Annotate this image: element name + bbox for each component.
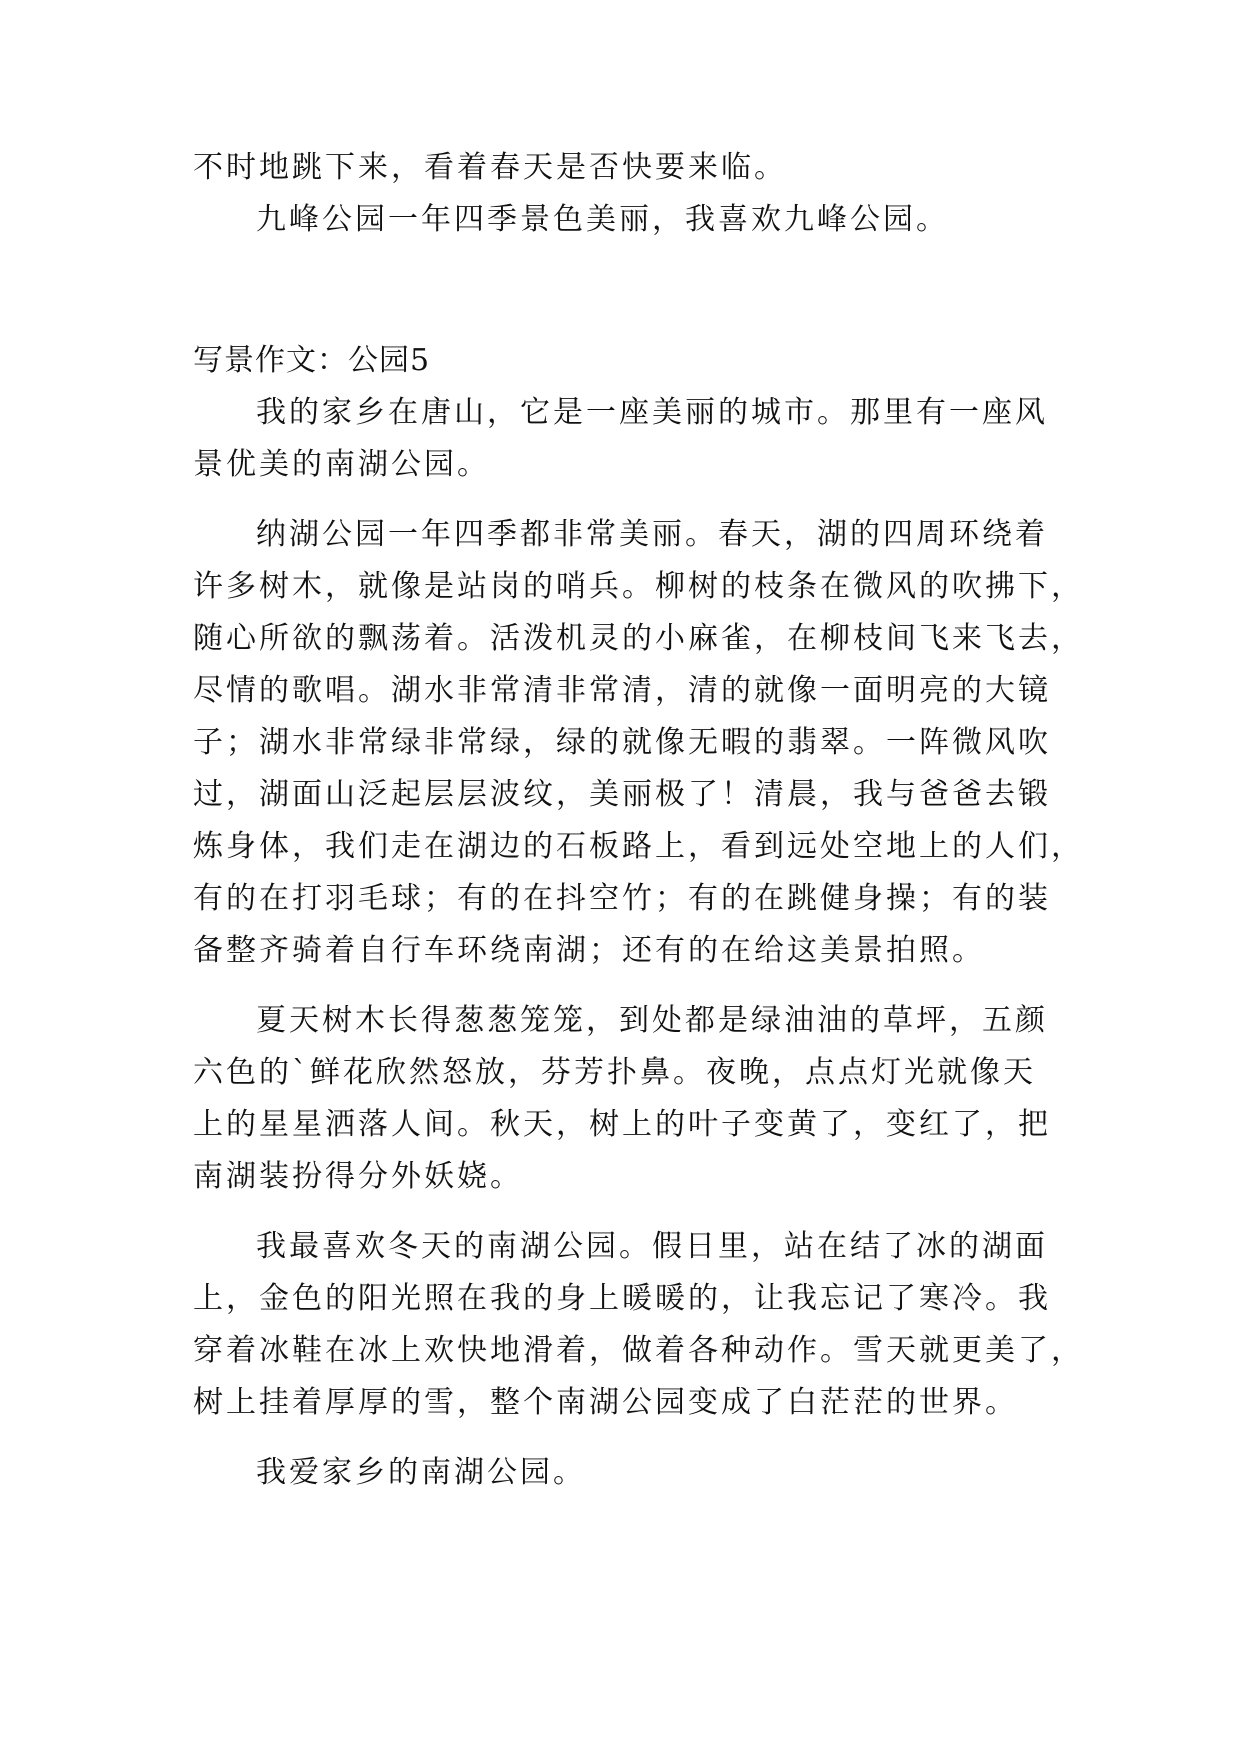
text-line: 景优美的南湖公园。: [193, 447, 490, 482]
text-line: 尽情的歌唱。湖水非常清非常清，清的就像一面明亮的大镜: [193, 673, 1051, 708]
text-line: 不时地跳下来，看着春天是否快要来临。: [193, 150, 787, 185]
section-heading: 写景作文：公园5: [193, 343, 431, 378]
text-line: 我爱家乡的南湖公园。: [256, 1455, 586, 1490]
text-line: 六色的`鲜花欣然怒放，芬芳扑鼻。夜晚，点点灯光就像天: [193, 1055, 1036, 1090]
text-line: 九峰公园一年四季景色美丽，我喜欢九峰公园。: [256, 202, 949, 237]
text-line: 上的星星洒落人间。秋天，树上的叶子变黄了，变红了，把: [193, 1107, 1051, 1142]
text-line: 炼身体，我们走在湖边的石板路上，看到远处空地上的人们，: [193, 829, 1084, 864]
text-line: 夏天树木长得葱葱笼笼，到处都是绿油油的草坪，五颜: [256, 1003, 1048, 1038]
text-line: 树上挂着厚厚的雪，整个南湖公园变成了白茫茫的世界。: [193, 1385, 1018, 1420]
text-line: 随心所欲的飘荡着。活泼机灵的小麻雀，在柳枝间飞来飞去，: [193, 621, 1084, 656]
text-line: 子；湖水非常绿非常绿，绿的就像无暇的翡翠。一阵微风吹: [193, 725, 1051, 760]
text-line: 我最喜欢冬天的南湖公园。假日里，站在结了冰的湖面: [256, 1229, 1048, 1264]
text-line: 过，湖面山泛起层层波纹，美丽极了！清晨，我与爸爸去锻: [193, 777, 1051, 812]
text-line: 许多树木，就像是站岗的哨兵。柳树的枝条在微风的吹拂下，: [193, 569, 1084, 604]
text-line: 穿着冰鞋在冰上欢快地滑着，做着各种动作。雪天就更美了，: [193, 1333, 1084, 1368]
text-line: 南湖装扮得分外妖娆。: [193, 1159, 523, 1194]
text-line: 有的在打羽毛球；有的在抖空竹；有的在跳健身操；有的装: [193, 881, 1051, 916]
text-line: 纳湖公园一年四季都非常美丽。春天，湖的四周环绕着: [256, 517, 1048, 552]
text-line: 上，金色的阳光照在我的身上暖暖的，让我忘记了寒冷。我: [193, 1281, 1051, 1316]
text-line: 备整齐骑着自行车环绕南湖；还有的在给这美景拍照。: [193, 933, 985, 968]
text-line: 我的家乡在唐山，它是一座美丽的城市。那里有一座风: [256, 395, 1048, 430]
